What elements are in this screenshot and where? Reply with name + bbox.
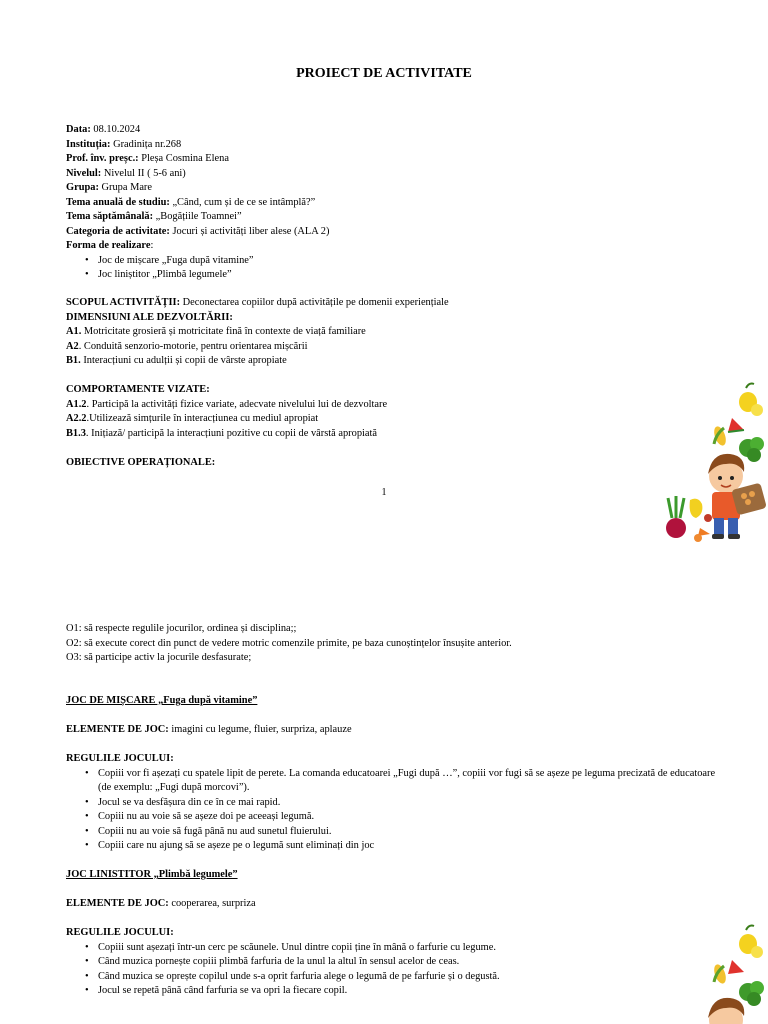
page-number: 1 (381, 487, 387, 498)
game1-rules (66, 752, 726, 854)
list-item: • Copiii vor fi așezați cu spatele lipit de perete. La comanda educatoarei „Fugi după …”, copiii vor fugi să se așeze pe leguma precizată de educatoare (de exemplu: „Fugi după morcovi”). (98, 767, 726, 796)
info-level: Nivelul: Nivelul II ( 5-6 ani) (66, 167, 186, 179)
list-item: • Copiii care nu ajung să se așeze pe o legumă sunt eliminați din joc (98, 839, 726, 854)
game2-rules-list (66, 941, 726, 999)
list-item: • Joc de mișcare „Fuga după vitamine” (98, 254, 726, 269)
behavior-item: B1.3. Inițiază/ participă la interacțiuni pozitive cu copii de vârstă apropiată (66, 427, 378, 439)
objectives-list (66, 622, 726, 666)
behavior-item: A1.2. Participă la activități fizice variate, adecvate nivelului lui de dezvoltare (66, 398, 388, 410)
list-item: • Jocul se repetă până când farfuria se va opri la fiecare copil. (98, 984, 726, 999)
scope-line: SCOPUL ACTIVITĂȚII: Deconectarea copiilor după activitățile pe domenii experiențiale (66, 297, 449, 308)
behavior-item: A2.2.Utilizează simțurile în interacțiunea cu mediul apropiat (66, 413, 319, 424)
objective-item: O1: să respecte regulile jocurilor, ordinea și disciplina;; (66, 623, 297, 634)
child-with-vegetables-illustration-2 (690, 922, 768, 1024)
dimension-item: A1. Motricitate grosieră și motricitate fină în contexte de viață familiare (66, 326, 366, 337)
game1-title: JOC DE MIȘCARE „Fuga după vitamine” (66, 695, 258, 706)
objective-item: O3: să participe activ la jocurile desfasurate; (66, 652, 252, 663)
objective-item: O2: să execute corect din punct de vedere motric comenzile primite, pe baza cunoștințelor însușite anterior. (66, 637, 512, 649)
list-item: • Joc liniștitor „Plimbă legumele” (98, 268, 726, 283)
behaviors-block (66, 383, 726, 441)
list-item: • Copiii nu au voie să fugă până nu aud sunetul fluierului. (98, 825, 726, 840)
game1-rules-list (66, 767, 726, 854)
game1-rules-heading: REGULILE JOCULUI: (66, 753, 174, 764)
game2-rules-heading: REGULILE JOCULUI: (66, 927, 174, 938)
info-weekly-theme: Tema săptămânală: „Bogățiile Toamnei” (66, 211, 242, 222)
game1-elements: ELEMENTE DE JOC: imagini cu legume, fluier, surpriza, aplauze (66, 724, 352, 735)
info-annual-theme: Tema anuală de studiu: „Când, cum și de ce se intâmplă?” (66, 196, 316, 208)
scope-block (66, 296, 726, 369)
list-item: • Copiii sunt așezați într-un cerc pe scăunele. Unul dintre copii ține în mână o farfurie cu legume. (98, 941, 726, 956)
info-institution: Instituția: Gradinița nr.268 (66, 138, 182, 150)
child-with-vegetables-illustration (660, 378, 768, 548)
info-group: Grupa: Grupa Mare (66, 182, 153, 193)
info-date: Data: 08.10.2024 (66, 124, 141, 135)
info-category: Categoria de activitate: Jocuri și activități liber alese (ALA 2) (66, 225, 330, 237)
behaviors-heading: COMPORTAMENTE VIZATE: (66, 384, 210, 395)
list-item: • Când muzica se oprește copilul unde s-a oprit farfuria alege o legumă de pe farfurie și o degustă. (98, 970, 726, 985)
pepper-icon (690, 499, 703, 518)
game2-title: JOC LINISTITOR „Plimbă legumele” (66, 869, 238, 880)
page-title: PROIECT DE ACTIVITATE (296, 66, 472, 81)
info-form: Forma de realizare: (66, 240, 154, 251)
game2-elements: ELEMENTE DE JOC: cooperarea, surpriza (66, 898, 256, 909)
watermelon-icon (728, 960, 744, 974)
list-item: • Copiii nu au voie să se așeze doi pe aceeași legumă. (98, 810, 726, 825)
objectives-heading: OBIECTIVE OPERAȚIONALE: (66, 457, 216, 468)
dimension-item: A2. Conduită senzorio-motorie, pentru orientarea mișcării (66, 340, 308, 352)
list-item: • Jocul se va desfășura din ce în ce mai rapid. (98, 796, 726, 811)
dimension-item: B1. Interacțiuni cu adulții și copii de vârste apropiate (66, 355, 287, 366)
beet-icon (666, 518, 686, 538)
list-item: • Când muzica pornește copiii plimbă farfuria de la unul la altul în sensul acelor de ceas. (98, 955, 726, 970)
form-list (66, 254, 726, 283)
info-block (66, 123, 726, 283)
dimensions-heading: DIMENSIUNI ALE DEZVOLTĂRII: (66, 311, 233, 323)
game2-rules (66, 926, 726, 999)
info-teacher: Prof. înv. preșc.: Pleșa Cosmina Elena (66, 153, 229, 164)
